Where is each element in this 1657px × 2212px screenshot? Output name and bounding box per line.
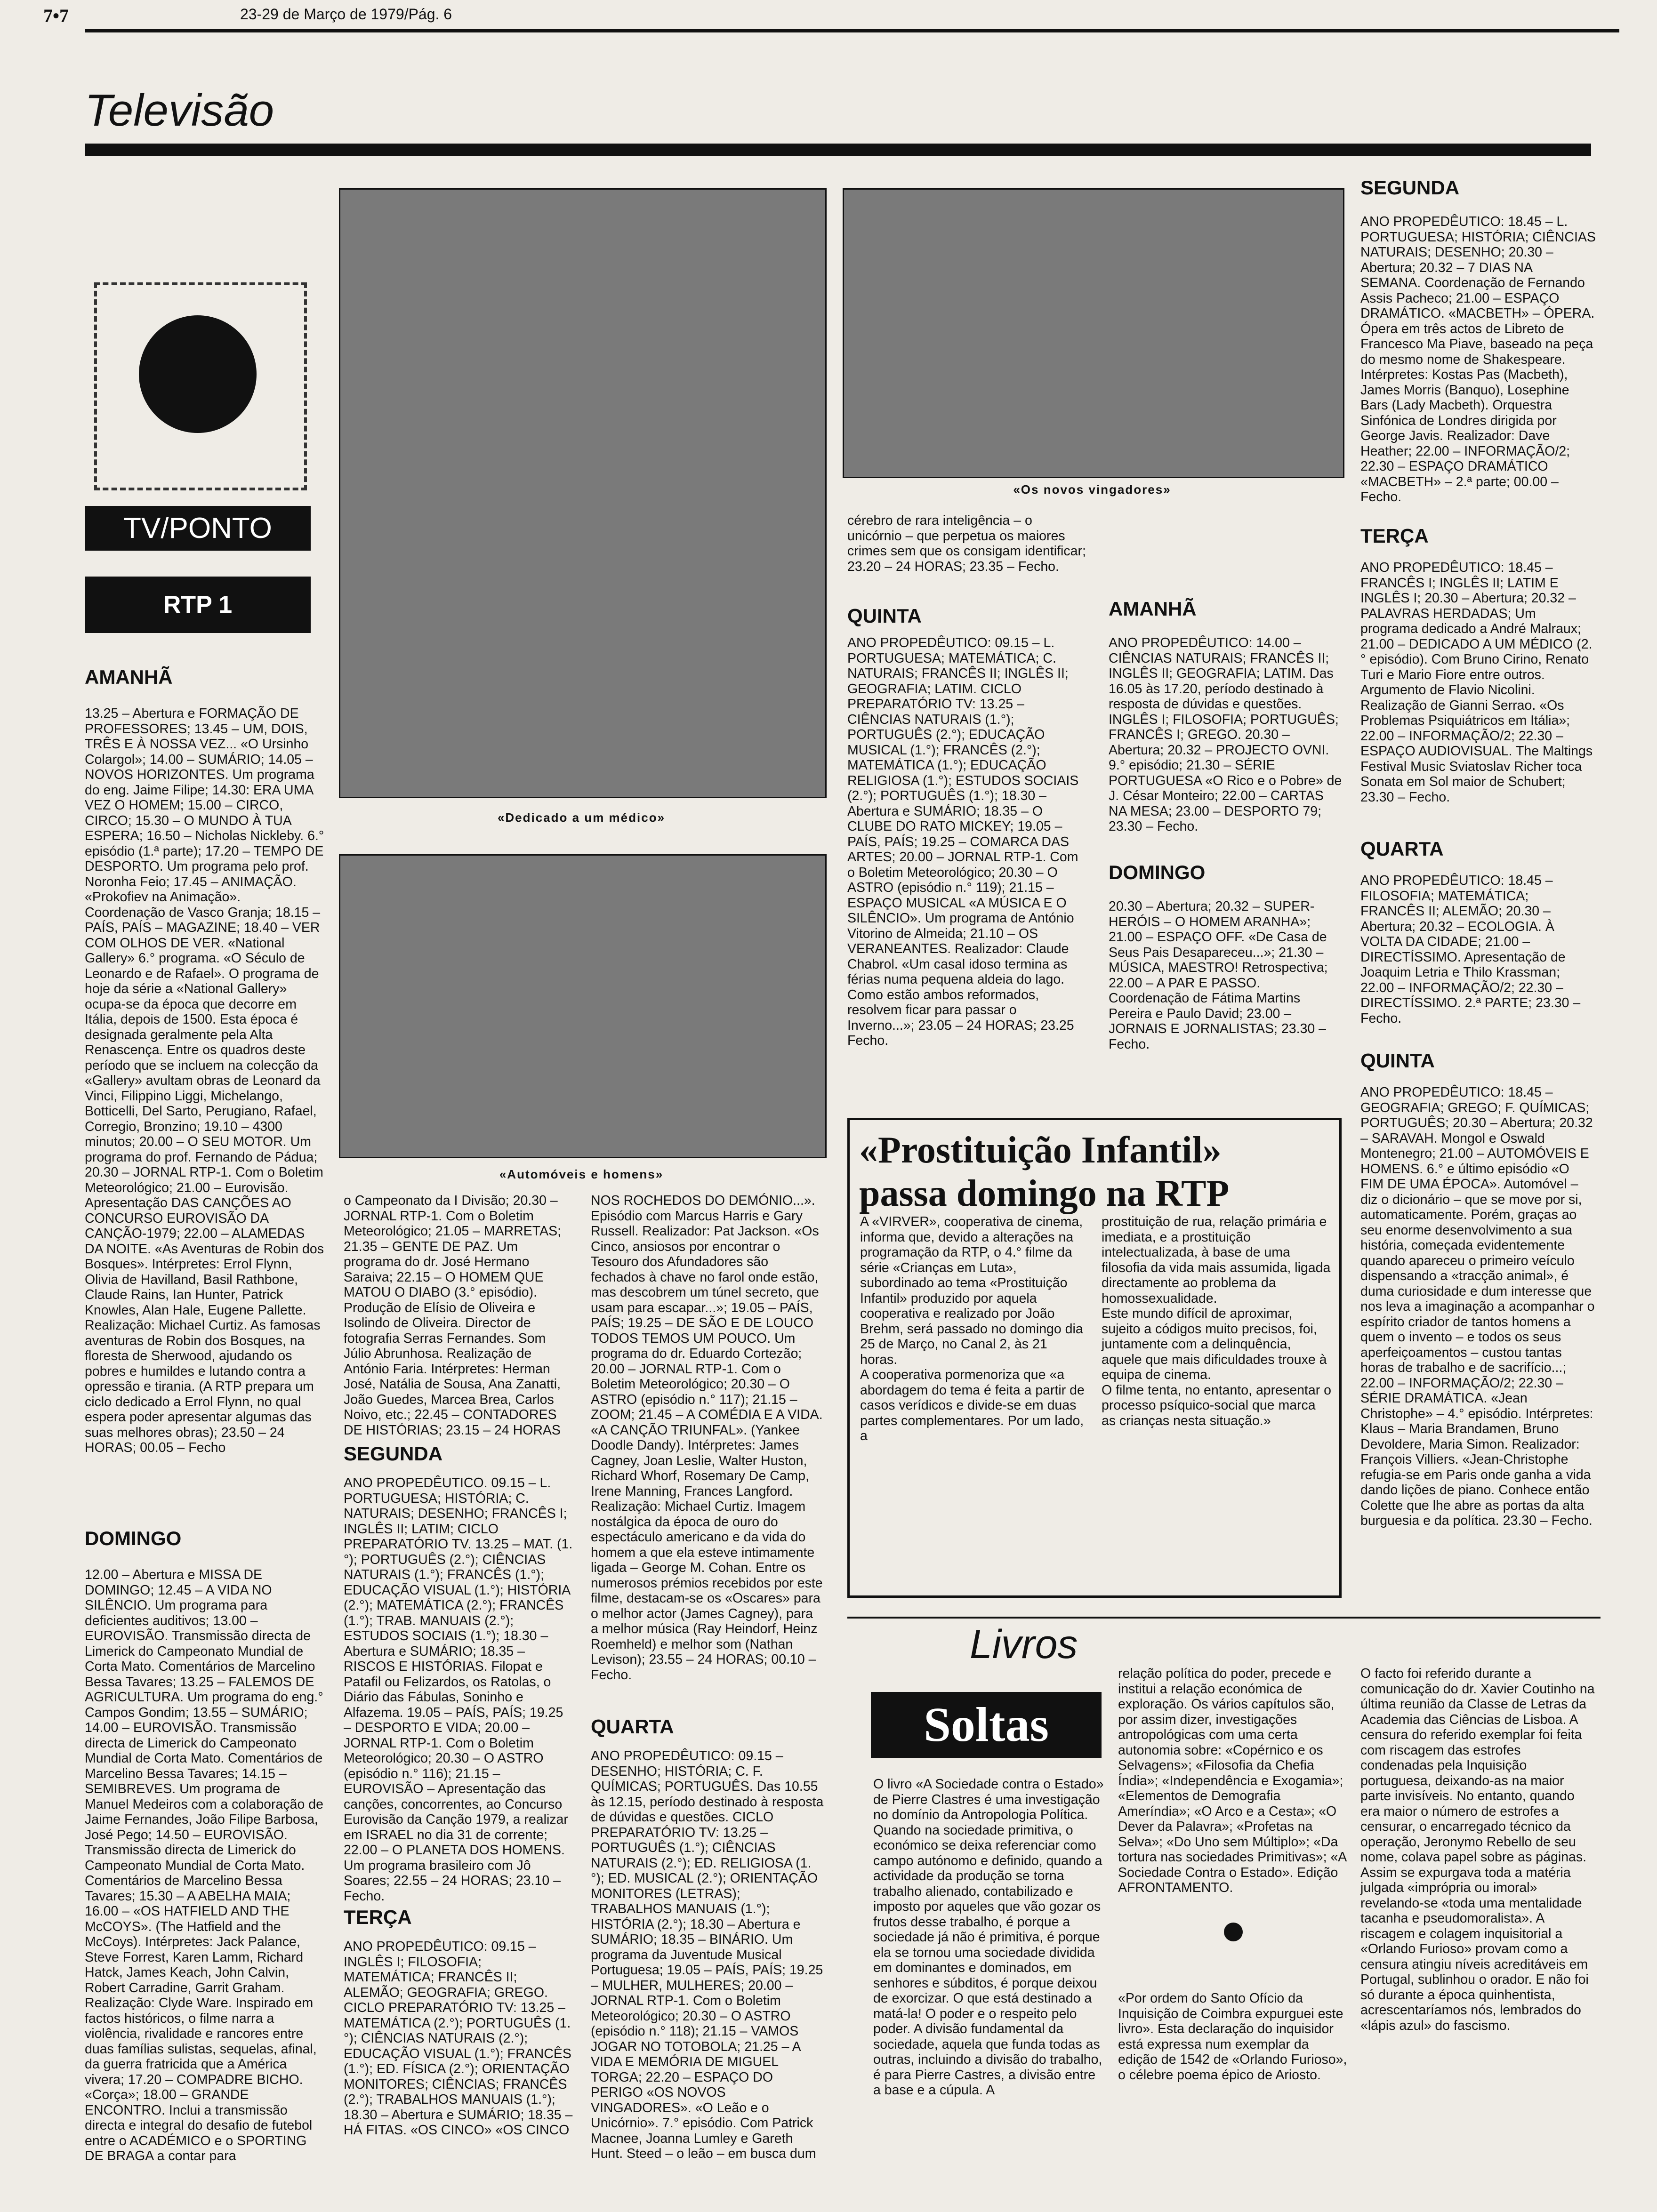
schedule-text: ANO PROPEDÊUTICO: 18.45 – GEOGRAFIA; GREGO; F. QUÍMICAS; PORTUGUÊS; 20.30 – Abertura; 20.32 – SARAVAH. Mongol e Oswald Montenegro; 21.00 – AUTOMÓVEIS E HOMENS. 6.° e último episódio «O FIM DE UMA ÉPOCA». Automóvel – diz o dicionário – que se move por si, automaticamente. Porém, graças ao seu enorme desenvolvimento a sua história, começada evidentemente quando apareceu o primeiro veículo dispensando a «tracção animal», é duma curiosidade e dum interesse que nos leva a imaginação a acompanhar o espírito criador de tantos homens a quem o invento – e todos os seus aperfeiçoamentos – custou tantas horas de trabalho e de sacrifício...; 22.00 – INFORMAÇÃO/2; 22.30 – SÉRIE DRAMÁTICA. «Jean Christophe» – 4.° episódio. Intérpretes: Klaus – Maria Brandamen, Bruno Devoldere, Maria Simon. Realizador: François Villiers. «Jean-Christophe refugia-se em Paris onde ganha a vida dando lições de piano. Conhece então Colette que lhe abre as portas da alta burguesia e da política. 23.30 – Fecho.: [1360, 1085, 1599, 1528]
date-page: 23-29 de Março de 1979/Pág. 6: [240, 6, 452, 23]
schedule-text: o Campeonato da I Divisão; 20.30 – JORNAL RTP-1. Com o Boletim Meteorológico; 21.05 – MARRETAS; 21.35 – GENTE DE PAZ. Um programa do dr. José Hermano Saraiva; 22.15 – O HOMEM QUE MATOU O DIABO (3.° episódio). Produção de Elísio de Oliveira e Isolindo de Oliveira. Director de fotografia Serras Fernandes. Som Júlio Abrunhosa. Realização de António Faria. Intérpretes: Herman José, Natália de Sousa, Ana Zanatti, João Guedes, Marcea Brea, Carlos Noivo, etc.; 22.45 – CONTADORES DE HISTÓRIAS; 23.15 – 24 HORAS: [344, 1193, 565, 1438]
section-heading: DOMINGO: [1109, 861, 1206, 883]
schedule-text: ANO PROPEDÊUTICO: 09.15 – L. PORTUGUESA; MATEMÁTICA; C. NATURAIS; FRANCÊS II; INGLÊS II; GEOGRAFIA; LATIM. CICLO PREPARATÓRIO TV: 13.25 – CIÊNCIAS NATURAIS (1.°); PORTUGUÊS (2.°); EDUCAÇÃO MUSICAL (1.°); FRANCÊS (2.°); MATEMÁTICA (1.°); EDUCAÇÃO RELIGIOSA (1.°); ESTUDOS SOCIAIS (2.°); PORTUGUÊS (1.°); 18.30 – Abertura e SUMÁRIO; 18.35 – O CLUBE DO RATO MICKEY; 19.05 – PAÍS, PAÍS; 19.25 – COMARCA DAS ARTES; 20.00 – JORNAL RTP-1. Com o Boletim Meteorológico; 20.30 – O ASTRO (episódio n.° 119); 21.15 – ESPAÇO MUSICAL «A MÚSICA E O SILÊNCIO». Um programa de António Vitorino de Almeida; 21.10 – OS VERANEANTES. Realizador: Claude Chabrol. «Um casal idoso termina as férias numa pequena aldeia do lago. Como estão ambos reformados, resolvem ficar para passar o Inverno...»; 23.05 – 24 HORAS; 23.25 Fecho.: [847, 635, 1083, 1048]
soltas-label: Soltas: [871, 1692, 1102, 1758]
tv-ponto-logo: [85, 282, 311, 504]
schedule-text: 20.30 – Abertura; 20.32 – SUPER-HERÓIS – O HOMEM ARANHA»; 21.00 – ESPAÇO OFF. «De Casa de Seus Pais Desapareceu...»; 21.30 – MÚSICA, MAESTRO! Retrospectiva; 22.00 – A PAR E PASSO. Coordenação de Fátima Martins Pereira e Paulo David; 23.00 – JORNAIS E JORNALISTAS; 23.30 – Fecho.: [1109, 899, 1332, 1052]
schedule-text: ANO PROPEDÊUTICO: 18.45 – FRANCÊS I; INGLÊS II; LATIM E INGLÊS I; 20.30 – Abertura; 20.32 – PALAVRAS HERDADAS; Um programa dedicado a André Malraux; 21.00 – DEDICADO A UM MÉDICO (2.° episódio). Com Bruno Cirino, Renato Turi e Mario Fiore entre outros. Argumento de Flavio Nicolini. Realização de Gianni Serrao. «Os Problemas Psiquiátricos em Itália»; 22.00 – INFORMAÇÃO/2; 22.30 – ESPAÇO AUDIOVISUAL. The Maltings Festival Music Sviatoslav Richer toca Sonata em Sol maior de Schubert; 23.30 – Fecho.: [1360, 560, 1597, 805]
schedule-text: ANO PROPEDÊUTICO. 09.15 – L. PORTUGUESA; HISTÓRIA; C. NATURAIS; DESENHO; FRANCÊS I; INGLÊS II; LATIM; CICLO PREPARATÓRIO TV. 13.25 – MAT. (1.°); PORTUGUÊS (2.°); CIÊNCIAS NATURAIS (1.°); FRANCÊS (1.°); EDUCAÇÃO VISUAL (1.°); HISTÓRIA (2.°); MATEMÁTICA (2.°); FRANCÊS (1.°); TRAB. MANUAIS (2.°); ESTUDOS SOCIAIS (1.°); 18.30 – Abertura e SUMÁRIO; 18.35 – RISCOS E HISTÓRIAS. Filopat e Patafil ou Felizardos, os Ratolas, o Diário das Fábulas, Soninho e Alfazema. 19.05 – PAÍS, PAÍS; 19.25 – DESPORTO E VIDA; 20.00 – JORNAL RTP-1. Com o Boletim Meteorológico; 20.30 – O ASTRO (episódio n.° 116); 21.15 – EUROVISÃO – Apresentação das canções, concorrentes, ao Concurso Eurovisão da Canção 1979, a realizar em ISRAEL no dia 31 de corrente; 22.00 – O PLANETA DOS HOMENS. Um programa brasileiro com Jô Soares; 22.55 – 24 HORAS; 23.10 – Fecho.: [344, 1475, 574, 1904]
brand-logo: 7•7: [43, 5, 69, 26]
article-text: A «VIRVER», cooperativa de cinema, informa que, devido a alterações na programação da RTP, o 4.° filme da série «Crianças em Luta», subordinado ao tema «Prostituição Infantil» produzido por aquela cooperativa e realizado por João Brehm, será passado no domingo dia 25 de Março, no Canal 2, às 21 horas. A cooperativa pormenoriza que «a abordagem do tema é feita a partir de casos verídicos e divide-se em duas partes complementares. Por um lado, a: [860, 1214, 1085, 1443]
section-heading: SEGUNDA: [1360, 176, 1460, 199]
article-text: prostituição de rua, relação primária e imediata, e a prostituição intelectualizada, à base de uma filosofia da vida mais assumida, ligada directamente ao problema da homossexualidade. Este mundo difícil de aproximar, sujeito a códigos muito precisos, foi, juntamente com a delinquência, aquele que mais dificuldades trouxe à equipa de cinema. O filme tenta, no entanto, apresentar o processo psíquico-social que marca as crianças nesta situação.»: [1102, 1214, 1331, 1428]
tv-ponto-label: TV/PONTO: [85, 506, 311, 551]
schedule-text: ANO PROPEDÊUTICO: 09.15 – DESENHO; HISTÓRIA; C. F. QUÍMICAS; PORTUGUÊS. Das 10.55 às 12.15, período destinado à resposta de dúvidas e questões. CICLO PREPARATÓRIO TV: 13.25 – PORTUGUÊS (1.°); CIÊNCIAS NATURAIS (2.°); ED. RELIGIOSA (1.°); ED. MUSICAL (2.°); ORIENTAÇÃO MONITORES (LETRAS); TRABALHOS MANUAIS (1.°); HISTÓRIA (2.°); 18.30 – Abertura e SUMÁRIO; 18.35 – BINÁRIO. Um programa da Juventude Musical Portuguesa; 19.05 – PAÍS, PAÍS; 19.25 – MULHER, MULHERES; 20.00 – JORNAL RTP-1. Com o Boletim Meteorológico; 20.30 – O ASTRO (episódio n.° 118); 21.15 – VAMOS JOGAR NO TOTOBOLA; 21.25 – A VIDA E MEMÓRIA DE MIGUEL TORGA; 22.20 – ESPAÇO DO PERIGO «OS NOVOS VINGADORES». «O Leão e o Unicórnio». 7.° episódio. Com Patrick Macnee, Joanna Lumley e Gareth Hunt. Steed – o leão – em busca dum: [591, 1748, 828, 2161]
schedule-text: ANO PROPEDÊUTICO: 14.00 – CIÊNCIAS NATURAIS; FRANCÊS II; INGLÊS II; GEOGRAFIA; LATIM. Das 16.05 às 17.20, período destinado à resposta de dúvidas e questões. INGLÊS I; FILOSOFIA; PORTUGUÊS; FRANCÊS I; GREGO. 20.30 – Abertura; 20.32 – PROJECTO OVNI. 9.° episódio; 21.30 – SÉRIE PORTUGUESA «O Rico e o Pobre» de J. César Monteiro; 22.00 – CARTAS NA MESA; 23.00 – DESPORTO 79; 23.30 – Fecho.: [1109, 635, 1346, 834]
section-heading: TERÇA: [344, 1906, 412, 1928]
schedule-text: ANO PROPEDÊUTICO: 18.45 – FILOSOFIA; MATEMÁTICA; FRANCÊS II; ALEMÃO; 20.30 – Abertura; 20.32 – ECOLOGIA. À VOLTA DA CIDADE; 21.00 – DIRECTÍSSIMO. Apresentação de Joaquim Letria e Thilo Krassman; 22.00 – INFORMAÇÃO/2; 22.30 – DIRECTÍSSIMO. 2.ª PARTE; 23.30 – Fecho.: [1360, 873, 1585, 1026]
sad-face-icon: [139, 315, 257, 433]
section-heading: AMANHÃ: [85, 666, 173, 688]
livros-text: relação política do poder, precede e institui a relação económica de exploração. Os vários capítulos são, por assim dizer, investigações antropológicas com uma certa autonomia sobre: «Copérnico e os Selvagens»; «Filosofia da Chefia Índia»; «Independência e Exogamia»; «Elementos de Demografia Ameríndia»; «O Arco e a Cesta»; «O Dever da Palavra»; «Profetas na Selva»; «Do Uno sem Múltiplo»; «Da tortura nas sociedades Primitivas»; «A Sociedade Contra o Estado». Edição AFRONTAMENTO.: [1118, 1666, 1350, 1895]
section-heading: QUARTA: [1360, 838, 1444, 860]
photo-dedicado-medico: [339, 188, 827, 798]
photo-novos-vingadores: [843, 188, 1344, 478]
photo-caption: «Dedicado a um médico»: [497, 810, 666, 825]
section-heading: QUINTA: [847, 605, 922, 627]
section-heading: QUINTA: [1360, 1050, 1435, 1072]
section-heading: DOMINGO: [85, 1527, 182, 1549]
livros-text: O facto foi referido durante a comunicação do dr. Xavier Coutinho na última reunião da Classe de Letras da Academia das Ciências de Lisboa. A censura do referido exemplar foi feita com riscagem das estrofes condenadas pela Inquisição portuguesa, deixando-as na maior parte invisíveis. No entanto, quando era maior o número de estrofes a censurar, o encarregado técnico da operação, Jeronymo Rebello de seu nome, colava papel sobre as páginas. Assim se expurgava toda a matéria julgada «imprópria ou imoral» revelando-se «toda uma mentalidade tacanha e pseudomoralista». A riscagem e colagem inquisitorial a «Orlando Furioso» provam como a censura atingiu níveis acreditáveis em Portugal, sublinhou o orador. E não foi só durante a época quinhentista, acrescentaríamos nós, lembrados do «lápis azul» do fascismo.: [1360, 1666, 1599, 2033]
schedule-text: ANO PROPEDÊUTICO: 09.15 – INGLÊS I; FILOSOFIA; MATEMÁTICA; FRANCÊS II; ALEMÃO; GEOGRAFIA; GREGO. CICLO PREPARATÓRIO TV: 13.25 – MATEMÁTICA (2.°); PORTUGUÊS (1.°); CIÊNCIAS NATURAIS (2.°); EDUCAÇÃO VISUAL (1.°); FRANCÊS (1.°); ED. FÍSICA (2.°); ORIENTAÇÃO MONITORES; CIÊNCIAS; FRANCÊS (2.°); TRABALHOS MANUAIS (1.°); 18.30 – Abertura e SUMÁRIO; 18.35 – HÁ FITAS. «OS CINCO» «OS CINCO: [344, 1939, 577, 2138]
header-rule: [85, 29, 1619, 32]
section-heading: SEGUNDA: [344, 1443, 443, 1465]
photo-automoveis: [339, 854, 827, 1158]
schedule-text: cérebro de rara inteligência – o unicórnio – que perpetua os maiores crimes sem que os consigam identificar; 23.20 – 24 HORAS; 23.35 – Fecho.: [847, 513, 1090, 574]
livros-text: O livro «A Sociedade contra o Estado» de Pierre Clastres é uma investigação no domínio da Antropologia Política. Quando na sociedade primitiva, o económico se deixa referenciar como campo autónomo e definido, quando a actividade da produção se torna trabalho alienado, contabilizado e imposto por aqueles que vão gozar os frutos desse trabalho, é porque a sociedade já não é primitiva, é porque ela se tornou uma sociedade dividida em dominantes e dominados, em senhores e súbditos, é porque deixou de exorcizar. O que está destinado a matá-la! O poder e o respeito pelo poder. A divisão fundamental da sociedade, aquela que funda todas as outras, incluindo a divisão do trabalho, é para Pierre Castres, a divisão entre a base e a cúpula. A: [873, 1777, 1108, 2098]
channel-label: RTP 1: [85, 577, 311, 633]
schedule-text: 13.25 – Abertura e FORMAÇÃO DE PROFESSORES; 13.45 – UM, DOIS, TRÊS E À NOSSA VEZ... «O Ursinho Colargol»; 14.00 – SUMÁRIO; 14.05 – NOVOS HORIZONTES. Um programa do eng. Jaime Filipe; 14.30: ERA UMA VEZ O HOMEM; 15.00 – CIRCO, CIRCO; 15.30 – O MUNDO À TUA ESPERA; 16.50 – Nicholas Nickleby. 6.° episódio (1.ª parte); 17.20 – TEMPO DE DESPORTO. Um programa pelo prof. Noronha Feio; 17.45 – ANIMAÇÃO. «Prokofiev na Animação». Coordenação de Vasco Granja; 18.15 – PAÍS, PAÍS – MAGAZINE; 18.40 – VER COM OLHOS DE VER. «National Gallery» 6.° programa. «O Século de Leonardo e de Rafael». O programa de hoje da série a «National Gallery» ocupa-se da época que decorre em Itália, depois de 1500. Esta época é designada geralmente pela Alta Renascença. Entre os quadros deste período que se incluem na colecção da «Gallery» avultam obras de Leonard da Vinci, Filippino Liggi, Michelango, Botticelli, Del Sarto, Perugiano, Rafael, Corregio, Bronzino; 19.10 – 4300 minutos; 20.00 – O SEU MOTOR. Um programa do prof. Fernando de Pádua; 20.30 – JORNAL RTP-1. Com o Boletim Meteorológico; 21.00 – Eurovisão. Apresentação DAS CANÇÕES AO CONCURSO EUROVISÃO DA CANÇÃO-1979; 22.00 – ALAMEDAS DA NOITE. «As Aventuras de Robin dos Bosques». Intérpretes: Errol Flynn, Olivia de Havilland, Basil Rathbone, Claude Rains, Ian Hunter, Patrick Knowles, Alan Hale, Eugene Pallette. Realização: Michael Curtiz. As famosas aventuras de Robin dos Bosques, na floresta de Sherwood, ajudando os pobres e humildes e lutando contra a opressão e tirania. (A RTP prepara um ciclo dedicado a Errol Flynn, no qual espera poder apresentar algumas das suas melhores obras); 23.50 – 24 HORAS; 00.05 – Fecho: [85, 706, 328, 1455]
bullet-dot: [1224, 1923, 1243, 1941]
section-heading: TERÇA: [1360, 525, 1429, 547]
schedule-text: NOS ROCHEDOS DO DEMÓNIO...». Episódio com Marcus Harris e Gary Russell. Realizador: Pat Jackson. «Os Cinco, ansiosos por encontrar o Tesouro dos Afundadores são fechados à chave no farol onde estão, mas descobrem um túnel secreto, que usam para escapar...»; 19.05 – PAÍS, PAÍS; 19.25 – DE SÃO E DE LOUCO TODOS TEMOS UM POUCO. Um programa do dr. Eduardo Cortezão; 20.00 – JORNAL RTP-1. Com o Boletim Meteorológico; 20.30 – O ASTRO (episódio n.° 117); 21.15 – ZOOM; 21.45 – A COMÉDIA E A VIDA. «A CANÇÃO TRIUNFAL». (Yankee Doodle Dandy). Intérpretes: James Cagney, Joan Leslie, Walter Huston, Richard Whorf, Rosemary De Camp, Irene Manning, Frances Langford. Realização: Michael Curtiz. Imagem nostálgica da época de ouro do espectáculo americano e da vida do homem a que ela esteve intimamente ligada – George M. Cohan. Entre os numerosos prémios recebidos por este filme, destacam-se os «Oscares» para o melhor actor (James Cagney), para a melhor música (Ray Heindorf, Heinz Roemheld) e melhor som (Nathan Levison); 23.55 – 24 HORAS; 00.10 – Fecho.: [591, 1193, 827, 1683]
prostituicao-box: [847, 1118, 1342, 1598]
article-headline: «Prostituição Infantil» passa domingo na RTP: [859, 1130, 1230, 1214]
section-rule: [85, 144, 1591, 156]
livros-heading: Livros: [970, 1622, 1078, 1667]
livros-text: «Por ordem do Santo Ofício da Inquisição de Coimbra expurguei este livro». Esta declaração do inquisidor está expressa num exemplar da edição de 1542 de «Orlando Furioso», o célebre poema épico de Ariosto.: [1118, 1991, 1351, 2083]
livros-rule: [847, 1617, 1601, 1619]
section-heading: QUARTA: [591, 1715, 674, 1738]
schedule-text: ANO PROPEDÊUTICO: 18.45 – L. PORTUGUESA; HISTÓRIA; CIÊNCIAS NATURAIS; DESENHO; 20.30 – Abertura; 20.32 – 7 DIAS NA SEMANA. Coordenação de Fernando Assis Pacheco; 21.00 – ESPAÇO DRAMÁTICO. «MACBETH» – ÓPERA. Ópera em três actos de Libreto de Francesco Ma Piave, baseado na peça do mesmo nome de Shakespeare. Intérpretes: Kostas Pas (Macbeth), James Morris (Banquo), Losephine Bars (Lady Macbeth). Orquestra Sinfónica de Londres dirigida por George Javis. Realizador: Dave Heather; 22.00 – INFORMAÇÃO/2; 22.30 – ESPAÇO DRAMÁTICO «MACBETH» – 2.ª parte; 00.00 – Fecho.: [1360, 214, 1600, 505]
photo-caption: «Os novos vingadores»: [1013, 482, 1171, 497]
section-heading: AMANHÃ: [1109, 598, 1197, 620]
section-title: Televisão: [85, 85, 274, 136]
schedule-text: 12.00 – Abertura e MISSA DE DOMINGO; 12.45 – A VIDA NO SILÊNCIO. Um programa para deficientes auditivos; 13.00 – EUROVISÃO. Transmissão directa de Limerick do Campeonato Mundial de Corta Mato. Comentários de Marcelino Bessa Tavares; 13.25 – FALEMOS DE AGRICULTURA. Um programa do eng.° Campos Gondim; 13.55 – SUMÁRIO; 14.00 – EUROVISÃO. Transmissão directa de Limerick do Campeonato Mundial de Corta Mato. Comentários de Marcelino Bessa Tavares; 14.15 – SEMIBREVES. Um programa de Manuel Medeiros com a colaboração de Jaime Fernandes, João Filipe Barbosa, José Pego; 14.50 – EUROVISÃO. Transmissão directa de Limerick do Campeonato Mundial de Corta Mato. Comentários de Marcelino Bessa Tavares; 15.30 – A ABELHA MAIA; 16.00 – «OS HATFIELD AND THE McCOYS». (The Hatfield and the McCoys). Intérpretes: Jack Palance, Steve Forrest, Karen Lamm, Richard Hatck, James Keach, John Calvin, Robert Carradine, Garrit Graham. Realização: Clyde Ware. Inspirado em factos históricos, o filme narra a violência, rivalidade e rancores entre duas famílias sulistas, sequelas, afinal, da guerra fratricida que a América vivera; 17.20 – COMPADRE BICHO. «Corça»; 18.00 – GRANDE ENCONTRO. Inclui a transmissão directa e integral do desafio de futebol entre o ACADÉMICO e o SPORTING DE BRAGA a contar para: [85, 1567, 327, 2164]
photo-caption: «Automóveis e homens»: [499, 1167, 664, 1181]
